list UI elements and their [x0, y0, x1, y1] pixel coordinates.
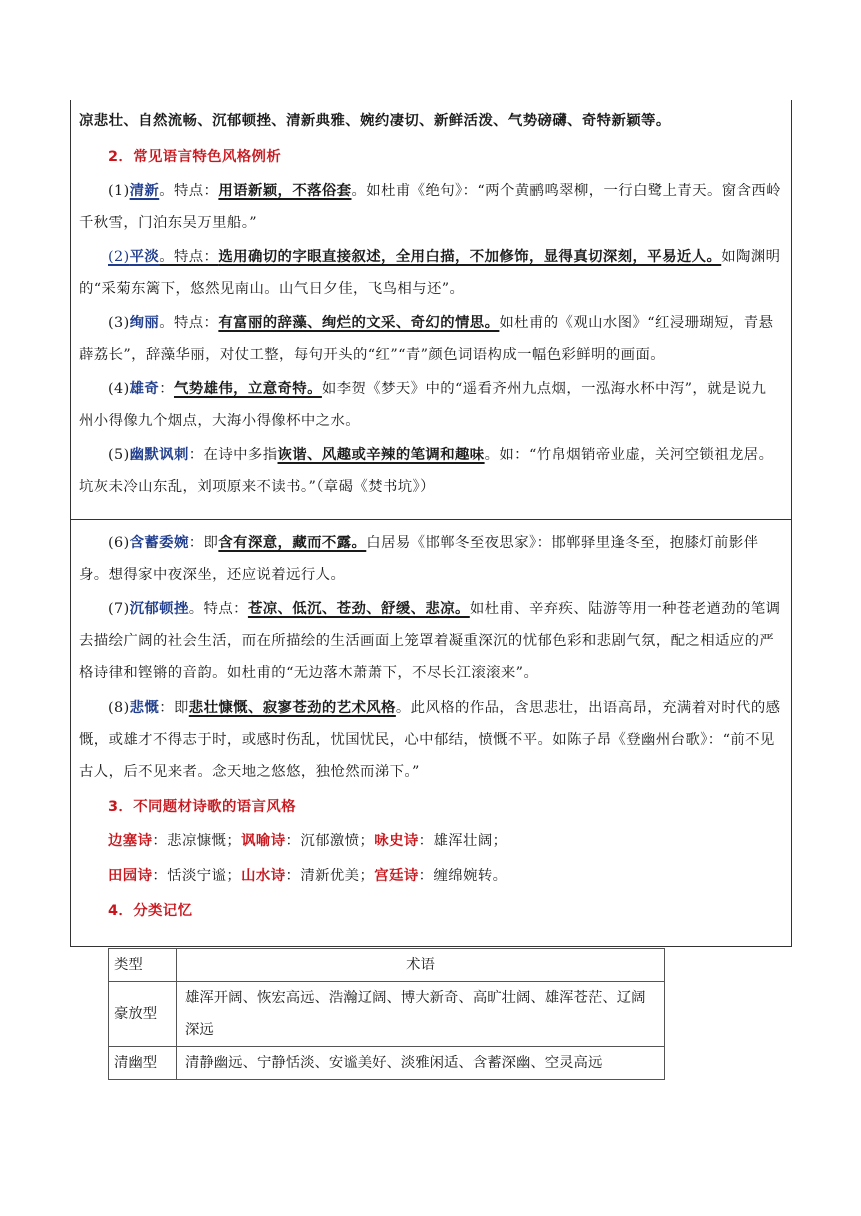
style-feature: 诙谐、风趣或辛辣的笔调和趣味	[277, 447, 485, 463]
table-cell-type: 清幽型	[109, 1047, 177, 1080]
genre-label: 咏史诗	[374, 833, 419, 849]
table-header-row	[109, 949, 665, 982]
style-item-7: (7)沉郁顿挫。特点：苍凉、低沉、苍劲、舒缓、悲凉。如杜甫、辛弃疾、陆游等用一种苍老遒劲的笔调去描绘广阔的社会生活，而在所描绘的生活画面上笼罩着凝重深沉的忧郁色彩和悲剧气氛，配之相适应的严格诗律和铿锵的音韵。如杜甫的“无边落木萧萧下，不尽长江滚滚来”。	[79, 601, 781, 681]
genre-line-2: 田园诗：恬淡宁谧；山水诗：清新优美；宫廷诗：缠绵婉转。	[108, 868, 508, 884]
genre-label: 讽喻诗	[241, 833, 286, 849]
table-header-cell: 术语	[177, 949, 665, 982]
table-row	[109, 1047, 665, 1080]
style-name: 平淡	[129, 249, 160, 265]
style-feature: 有富丽的辞藻、绚烂的文采、奇幻的情思。	[218, 315, 500, 331]
style-name: 幽默讽刺	[129, 447, 189, 463]
genre-label: 边塞诗	[108, 833, 153, 849]
style-name: 悲慨	[129, 700, 160, 716]
table-cell-terms: 雄浑开阔、恢宏高远、浩瀚辽阔、博大新奇、高旷壮阔、雄浑苍茫、辽阔深远	[177, 982, 665, 1047]
style-name: 清新	[129, 183, 160, 199]
table-cell-terms: 清静幽远、宁静恬淡、安谧美好、淡雅闲适、含蓄深幽、空灵高远	[177, 1047, 665, 1080]
style-feature: 悲壮慷慨、寂寥苍劲的艺术风格	[188, 700, 396, 716]
style-feature: 苍凉、低沉、苍劲、舒缓、悲凉。	[247, 601, 470, 617]
genre-line-1: 边塞诗：悲凉慷慨；讽喻诗：沉郁激愤；咏史诗：雄浑壮阔；	[108, 833, 508, 849]
style-feature: 气势雄伟，立意奇特。	[173, 381, 322, 397]
genre-label: 宫廷诗	[374, 868, 419, 884]
intro-line: 凉悲壮、自然流畅、沉郁顿挫、清新典雅、婉约凄切、新鲜活泼、气势磅礴、奇特新颖等。	[79, 113, 671, 129]
content-box-1	[70, 100, 792, 520]
section-4-heading: 4．分类记忆	[108, 903, 193, 919]
style-item-8: (8)悲慨：即悲壮慷慨、寂寥苍劲的艺术风格。此风格的作品，含思悲壮，出语高昂，充满着对时代的感慨，或雄才不得志于时，或感时伤乱，忧国忧民，心中郁结，愤慨不平。如陈子昂《登幽州台歌》：“前不见古人，后不见来者。念天地之悠悠，独怆然而涕下。”	[79, 700, 781, 780]
style-name: 含蓄委婉	[129, 535, 189, 551]
style-feature: 含有深意，藏而不露。	[218, 535, 367, 551]
style-name: 绚丽	[129, 315, 160, 331]
section-3-heading: 3．不同题材诗歌的语言风格	[108, 799, 296, 815]
style-name: 沉郁顿挫	[129, 601, 189, 617]
genre-label: 山水诗	[241, 868, 286, 884]
table-header-cell: 类型	[109, 949, 177, 982]
table-row	[109, 982, 665, 1047]
style-item-5: (5)幽默讽刺：在诗中多指诙谐、风趣或辛辣的笔调和趣味。如：“竹帛烟销帝业虚，关河空锁祖龙居。坑灰未冷山东乱，刘项原来不读书。”（章碣《焚书坑》）	[79, 447, 774, 495]
table-cell-type: 豪放型	[109, 982, 177, 1047]
style-feature: 选用确切的字眼直接叙述，全用白描，不加修饰，显得真切深刻，平易近人。	[218, 249, 722, 265]
style-item-4: (4)雄奇：气势雄伟，立意奇特。如李贺《梦天》中的“遥看齐州九点烟，一泓海水杯中泻”，就是说九州小得像九个烟点，大海小得像杯中之水。	[79, 381, 767, 429]
genre-label: 田园诗	[108, 868, 153, 884]
section-2-heading: 2．常见语言特色风格例析	[108, 149, 282, 165]
style-item-2: (2)平淡。特点：选用确切的字眼直接叙述，全用白描，不加修饰，显得真切深刻，平易近人。如陶渊明的“采菊东篱下，悠然见南山。山气日夕佳，飞鸟相与还”。	[79, 249, 781, 297]
content-box-2	[70, 519, 792, 947]
style-item-1: (1)清新。特点：用语新颖，不落俗套。如杜甫《绝句》：“两个黄鹂鸣翠柳，一行白鹭上青天。窗含西岭千秋雪，门泊东吴万里船。”	[79, 183, 781, 231]
style-name: 雄奇	[129, 381, 160, 397]
style-feature: 用语新颖，不落俗套	[218, 183, 352, 199]
style-item-6: (6)含蓄委婉：即含有深意，藏而不露。白居易《邯郸冬至夜思家》：邯郸驿里逢冬至，抱膝灯前影伴身。想得家中夜深坐，还应说着远行人。	[79, 535, 759, 583]
style-item-3: (3)绚丽。特点：有富丽的辞藻、绚烂的文采、奇幻的情思。如杜甫的《观山水图》“红浸珊瑚短，青悬薜荔长”，辞藻华丽，对仗工整，每句开头的“红”“青”颜色词语构成一幅色彩鲜明的画面。	[79, 315, 774, 363]
term-table	[108, 948, 665, 1080]
